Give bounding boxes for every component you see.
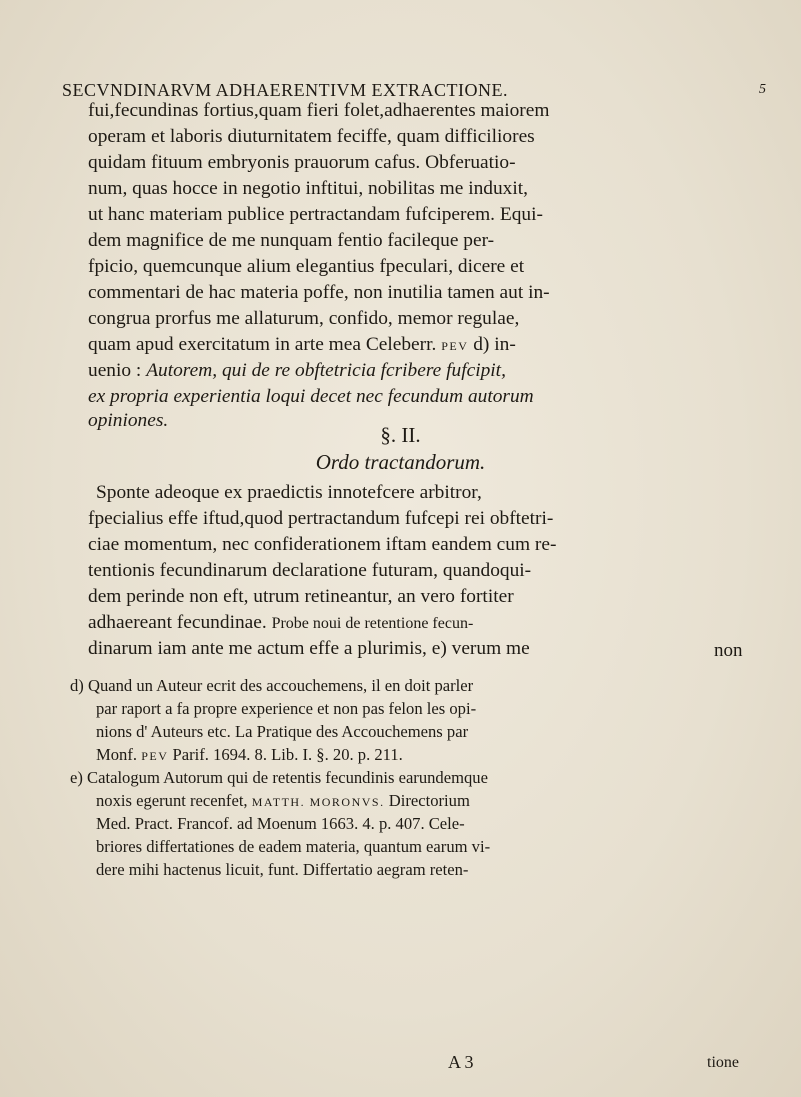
author-name: MATTH. MORONVS. — [251, 795, 385, 809]
text-line: dem magnifice de me nunquam fentio facileque per- — [88, 230, 495, 251]
footnote-e-line — [96, 791, 470, 811]
text-fragment: Directorium — [388, 791, 470, 810]
signature-mark: A 3 — [448, 1052, 474, 1072]
text-line: ut hanc materiam publice pertractandam fufciperem. Equi- — [88, 204, 543, 225]
text-fragment: noxis egerunt recenfet, — [96, 791, 248, 810]
text-line: fui,fecundinas fortius,quam fieri folet,adhaerentes maiorem — [88, 100, 550, 121]
footnote-d-line: par raport a fa propre experience et non pas felon les opi- — [96, 699, 477, 718]
text-fragment: Probe noui de retentione fecun- — [271, 615, 474, 632]
footnote-e-line: dere mihi hactenus licuit, funt. Differtatio aegram reten- — [96, 860, 469, 879]
text-line: operam et laboris diuturnitatem feciffe, quam difficiliores — [88, 126, 535, 147]
text-line: Sponte adeoque ex praedictis innotefcere arbitror, — [96, 482, 482, 503]
text-line: fpecialius effe iftud,quod pertractandum fufcepi rei obftetri- — [88, 508, 554, 529]
footnote-d-line — [96, 745, 403, 765]
text-line: num, quas hocce in negotio inftitui, nobilitas me induxit, — [88, 178, 529, 199]
text-line: tentionis fecundinarum declaratione futuram, quandoqui- — [88, 560, 532, 581]
text-fragment: quam apud exercitatum in arte mea Celeberr. — [88, 334, 437, 355]
text-fragment: d) in- — [473, 334, 516, 355]
footnote-e-line: Med. Pract. Francof. ad Moenum 1663. 4. p. 407. Cele- — [96, 814, 465, 833]
text-fragment: adhaereant fecundinae. — [88, 612, 267, 633]
text-line: fpicio, quemcunque alium elegantius fpeculari, dicere et — [88, 256, 525, 277]
author-name: PEV — [441, 339, 469, 353]
section-title: Ordo tractandorum. — [315, 450, 486, 474]
text-line — [88, 334, 516, 356]
catchword: tione — [707, 1054, 739, 1071]
footnote-e-line: e) Catalogum Autorum qui de retentis fecundinis earundemque — [70, 768, 488, 787]
text-line: ciae momentum, nec confiderationem iftam eandem cum re- — [88, 534, 557, 555]
text-fragment: Monf. — [96, 745, 138, 764]
quotation: opiniones. — [88, 410, 169, 431]
running-title: SECVNDINARVM ADHAERENTIVM EXTRACTIONE. — [62, 80, 509, 100]
text-line — [88, 360, 506, 382]
text-line: congrua prorfus me allaturum, confido, memor regulae, — [88, 308, 520, 329]
section-number: §. II. — [380, 423, 421, 447]
footnote-e-line: briores differtationes de eadem materia, quantum earum vi- — [96, 837, 491, 856]
text-line: dem perinde non eft, utrum retineantur, an vero fortiter — [88, 586, 514, 607]
text-line — [88, 612, 473, 634]
text-fragment: Parif. 1694. 8. Lib. I. §. 20. p. 211. — [172, 745, 403, 764]
author-name: PEV — [141, 749, 169, 763]
line-catchword: non — [714, 640, 743, 661]
running-header — [62, 80, 767, 101]
footnote-d-line: d) Quand un Auteur ecrit des accouchemens, il en doit parler — [70, 676, 474, 695]
text-line: dinarum iam ante me actum effe a plurimis, e) verum me — [88, 638, 530, 659]
text-fragment: uenio : — [88, 360, 142, 381]
quotation: Autorem, qui de re obftetricia fcribere fufcipit, — [146, 360, 506, 381]
quotation: ex propria experientia loqui decet nec fecundum autorum — [88, 386, 534, 407]
page-number: 5 — [759, 82, 767, 97]
text-line: quidam fituum embryonis prauorum cafus. Obferuatio- — [88, 152, 516, 173]
footnote-d-line: nions d' Auteurs etc. La Pratique des Accouchemens par — [96, 722, 469, 741]
text-line: commentari de hac materia poffe, non inutilia tamen aut in- — [88, 282, 550, 303]
